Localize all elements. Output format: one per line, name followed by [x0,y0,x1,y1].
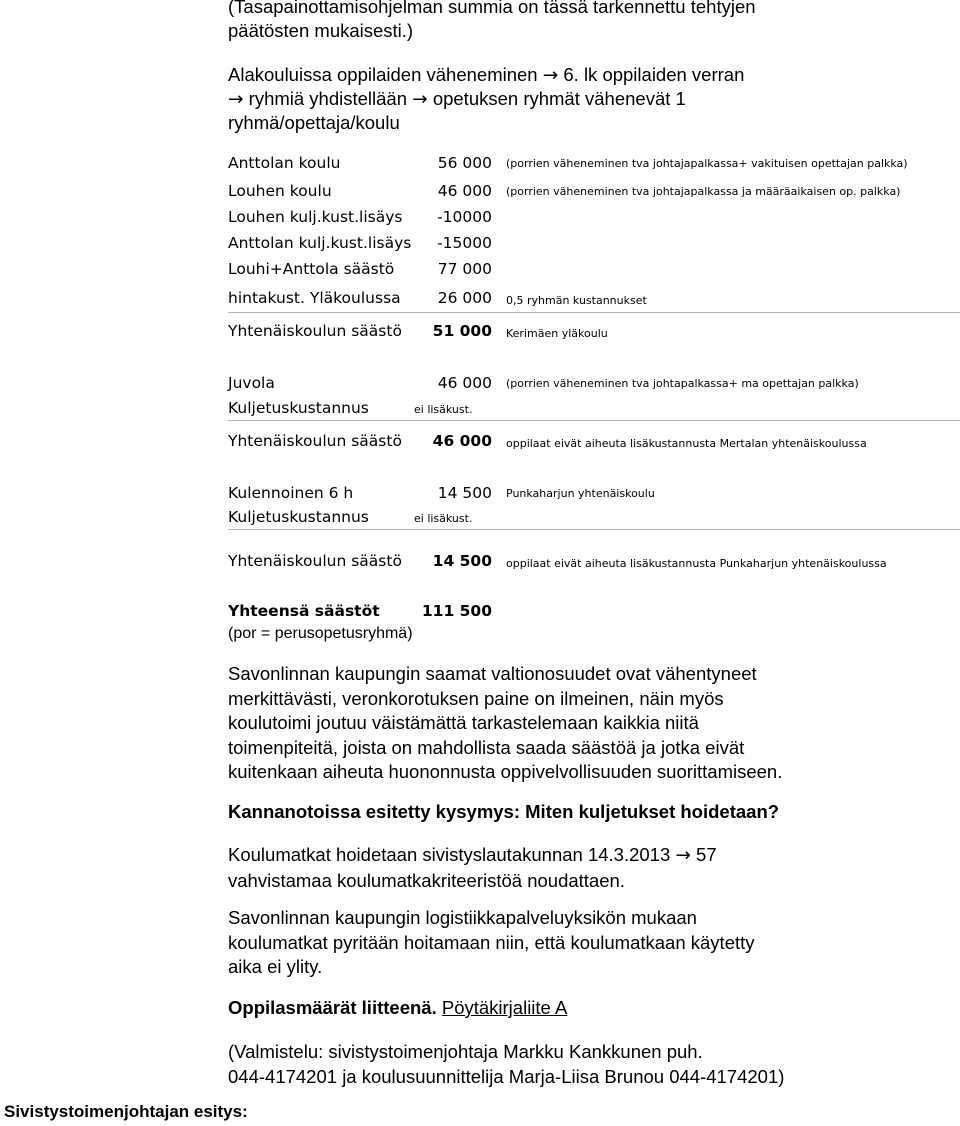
arrow-right-icon: → [412,89,428,110]
total-note: (por = perusopetusryhmä) [228,625,413,642]
paragraph-line: merkittävästi, veronkorotuksen paine on ilmeinen, näin myös [228,687,724,709]
table-row-note: 0,5 ryhmän kustannukset [506,294,647,307]
juvola-value: 46 000 [437,374,492,392]
juvola-note: (porrien väheneminen tva johtapalkassa+ ma opettajan palkka) [506,377,859,390]
question-heading: Kannanotoissa esitetty kysymys: Miten kuljetukset hoidetaan? [228,801,780,822]
table-row-label: Yhtenäiskoulun säästö [228,322,402,340]
table-row-label: Louhen koulu [228,182,332,200]
paragraph-logistics [228,906,928,980]
proposal-label: Sivistystoimenjohtajan esitys: [4,1102,248,1121]
total-label: Yhteensä säästöt [228,602,380,620]
table-row-value: 26 000 [437,289,492,307]
paragraph-line: koulumatkat pyritään hoitamaan niin, että koulumatkaan käytetty [228,931,755,953]
heading-text-2b: opetuksen ryhmät vähenevät 1 [432,88,686,109]
table-row-label: Louhi+Anttola säästö [228,260,395,278]
heading-line-2 [228,87,686,112]
kulennoinen-saving-label: Yhtenäiskoulun säästö [228,552,402,570]
kulennoinen-transport-value: ei lisäkust. [414,512,473,525]
arrow-right-icon: → [228,89,244,110]
table-row-value: -15000 [437,234,492,252]
juvola-label: Juvola [228,374,275,392]
intro-line-1: (Tasapainottamisohjelman summia on tässä tarkennettu tehtyjen [228,0,756,17]
kulennoinen-value: 14 500 [437,484,492,502]
table-row-note: (porrien väheneminen tva johtajapalkassa ja määräaikaisen op. palkka) [506,185,901,198]
table-row-value: 51 000 [432,322,492,340]
table-row-note: (porrien väheneminen tva johtajapalkassa+ vakituisen opettajan palkka) [506,157,908,170]
divider [228,529,960,530]
table-row-value: -10000 [437,208,492,226]
paragraph-line: Savonlinnan kaupungin logistiikkapalveluyksikön mukaan [228,907,697,928]
paragraph-transport [228,843,928,893]
paragraph-line: toimenpiteitä, joista on mahdollista saada säästöä ja jotka eivät [228,736,745,758]
heading-line-3: ryhmä/opettaja/koulu [228,112,400,133]
paragraph-line: vahvistamaa koulumatkakriteeristöä noudattaen. [228,869,625,891]
paragraph-line [228,843,928,869]
table-row-label: Anttolan kulj.kust.lisäys [228,234,412,252]
table-row-value: 46 000 [437,182,492,200]
heading-text-1b: 6. lk oppilaiden verran [563,64,745,85]
juvola-transport-value: ei lisäkust. [414,403,473,416]
paragraph-line: koulutoimi joutuu väistämättä tarkastelemaan kaikkia niitä [228,712,699,733]
appendix-label: Oppilasmäärät liitteenä. [228,997,437,1018]
kulennoinen-transport-label: Kuljetuskustannus [228,508,369,526]
preparation-note [228,1040,928,1089]
paragraph-line: aika ei ylity. [228,956,323,977]
divider [228,420,960,421]
paragraph-text: Koulumatkat hoidetaan sivistyslautakunnan 14.3.2013 [228,844,671,865]
intro-line-2: päätösten mukaisesti.) [228,20,414,41]
table-row-label: Anttolan koulu [228,154,341,172]
paragraph-line: 044-4174201 ja koulusuunnittelija Marja-Liisa Brunou 044-4174201) [228,1065,785,1087]
arrow-right-icon: → [542,65,559,86]
juvola-saving-note: oppilaat eivät aiheuta lisäkustannusta Mertalan yhtenäiskoulussa [506,437,867,450]
appendix-link[interactable]: Pöytäkirjaliite A [441,997,568,1018]
divider [228,312,960,313]
paragraph-budget [228,662,928,785]
kulennoinen-saving-value: 14 500 [432,552,492,570]
heading-line-1 [228,63,744,88]
table-row-label: hintakust. Yläkoulussa [228,289,401,307]
paragraph-line: Savonlinnan kaupungin saamat valtionosuudet ovat vähentyneet [228,663,757,684]
table-row-value: 77 000 [437,260,492,278]
paragraph-line: (Valmistelu: sivistystoimenjohtaja Markku Kankkunen puh. [228,1041,703,1062]
table-row-value: 56 000 [437,154,492,172]
appendix-line [228,996,567,1020]
kulennoinen-saving-note: oppilaat eivät aiheuta lisäkustannusta Punkaharjun yhtenäiskoulussa [506,557,887,570]
heading-text-2a: ryhmiä yhdistellään [248,88,408,109]
table-row-label: Louhen kulj.kust.lisäys [228,208,403,226]
table-row-note: Kerimäen yläkoulu [506,327,608,340]
paragraph-line: kuitenkaan aiheuta huononnusta oppivelvollisuuden suorittamiseen. [228,761,783,782]
kulennoinen-note: Punkaharjun yhtenäiskoulu [506,487,655,500]
total-value: 111 500 [421,602,492,620]
heading-text-1: Alakouluissa oppilaiden väheneminen [228,64,538,85]
juvola-saving-label: Yhtenäiskoulun säästö [228,432,402,450]
kulennoinen-label: Kulennoinen 6 h [228,484,354,502]
arrow-right-icon: → [675,845,691,866]
juvola-saving-value: 46 000 [432,432,492,450]
juvola-transport-label: Kuljetuskustannus [228,399,369,417]
paragraph-text: 57 [696,844,717,865]
